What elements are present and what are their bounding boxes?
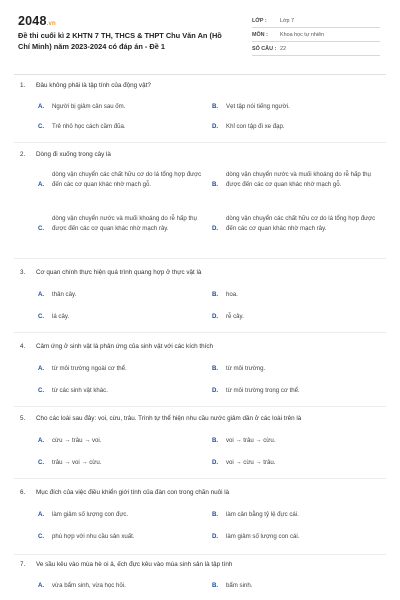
meta-value: Lớp 7	[280, 17, 295, 24]
question-divider	[14, 406, 386, 407]
option-text: từ môi trường.	[226, 365, 266, 372]
option-text: Trẻ nhỏ học cách cầm đũa.	[52, 123, 126, 130]
exam-meta	[252, 14, 380, 56]
question-text	[20, 151, 111, 158]
option-text: phù hợp với nhu cầu sản xuất.	[52, 533, 135, 540]
question-text	[20, 415, 301, 422]
question-number: 5.	[20, 415, 26, 422]
option-letter: C.	[38, 225, 45, 232]
option-letter: B.	[212, 437, 219, 444]
option-letter: B.	[212, 365, 219, 372]
option-text: voi → cừu → trâu.	[226, 459, 276, 466]
option-text: từ môi trường ngoài cơ thể.	[52, 365, 127, 372]
meta-row-count	[252, 42, 380, 56]
option-text: trâu → voi → cừu.	[52, 459, 102, 466]
option-letter: C.	[38, 313, 45, 320]
option-text: dòng vận chuyển các chất hữu cơ do lá tổng hợp được đến các cơ quan khác nhờ mạch rây.	[226, 215, 376, 232]
option-text: dòng vận chuyển nước và muối khoáng do rễ hấp thụ được đến các cơ quan khác nhờ mạch rây.	[52, 215, 197, 232]
option-letter: A.	[38, 103, 45, 110]
option-letter: D.	[212, 313, 219, 320]
question-number: 6.	[20, 489, 26, 496]
option-letter: D.	[212, 387, 219, 394]
meta-label: MÔN :	[252, 31, 268, 38]
option-text: Người bị giảm cân sau ốm.	[52, 103, 126, 110]
option-letter: B.	[212, 511, 219, 518]
meta-row-subject	[252, 28, 380, 42]
option-text: làm giảm số lượng con cái.	[226, 533, 300, 540]
question-divider	[14, 258, 386, 259]
option-a[interactable]	[38, 170, 208, 200]
question-divider	[14, 142, 386, 143]
option-letter: C.	[38, 459, 45, 466]
question-stem: Đâu không phải là tập tính của động vật?	[36, 82, 151, 89]
option-letter: D.	[212, 123, 219, 130]
exam-title: Đề thi cuối kì 2 KHTN 7 TH, THCS & THPT Chu Văn An (Hồ Chí Minh) năm 2023-2024 có đáp án - Đề 1	[18, 31, 222, 51]
option-c[interactable]	[38, 214, 208, 244]
option-letter: D.	[212, 533, 219, 540]
option-text: làm cân bằng tỷ lệ đực cái.	[226, 511, 299, 518]
question-divider	[14, 332, 386, 333]
option-text: làm giảm số lượng con đực.	[52, 511, 129, 518]
question-text	[20, 489, 229, 496]
question-divider	[14, 478, 386, 479]
question-text	[20, 561, 232, 568]
question-number: 1.	[20, 82, 26, 89]
option-text: cừu → trâu → voi.	[52, 437, 102, 444]
option-text: từ các sinh vật khác.	[52, 387, 108, 394]
question-stem: Ve sầu kêu vào mùa hè oi ả, ếch đực kêu vào mùa sinh sản là tập tính	[36, 561, 233, 568]
option-text: Khỉ con tập đi xe đạp.	[226, 123, 285, 130]
question-text	[20, 269, 201, 276]
question-text	[20, 82, 151, 89]
meta-row-class	[252, 14, 380, 28]
option-text: lá cây.	[52, 313, 70, 320]
option-text: thân cây.	[52, 291, 77, 298]
option-text: bẩm sinh.	[226, 582, 253, 589]
option-letter: B.	[212, 582, 219, 589]
option-text: rễ cây.	[226, 313, 244, 320]
option-letter: C.	[38, 533, 45, 540]
option-letter: C.	[38, 387, 45, 394]
option-letter: D.	[212, 459, 219, 466]
question-stem: Cảm ứng ở sinh vật là phản ứng của sinh vật với các kích thích	[36, 343, 213, 350]
question-number: 3.	[20, 269, 26, 276]
logo-main: 2048	[18, 14, 47, 28]
meta-label: SỐ CÂU :	[252, 45, 277, 52]
question-stem: Mục đích của việc điều khiển giới tính của đàn con trong chăn nuôi là	[36, 489, 230, 496]
site-logo[interactable]	[18, 14, 56, 28]
option-letter: A.	[38, 511, 45, 518]
question-divider	[14, 554, 386, 555]
option-letter: A.	[38, 582, 45, 589]
option-text: từ môi trường trong cơ thể.	[226, 387, 300, 394]
meta-value: Khoa học tự nhiên	[280, 31, 325, 38]
logo-suffix: .vn	[46, 21, 56, 27]
header-divider	[14, 74, 386, 75]
option-letter: A.	[38, 365, 45, 372]
option-text: hoa.	[226, 291, 238, 298]
option-letter: C.	[38, 123, 45, 130]
option-letter: B.	[212, 291, 219, 298]
question-text	[20, 343, 213, 350]
option-d[interactable]	[212, 214, 382, 244]
option-text: dòng vận chuyển nước và muối khoáng do rễ hấp thụ được đến các cơ quan khác nhờ mạch gỗ.	[226, 171, 371, 188]
option-letter: B.	[212, 103, 219, 110]
question-number: 2.	[20, 151, 26, 158]
meta-value: 22	[280, 45, 286, 52]
option-letter: A.	[38, 291, 45, 298]
option-letter: A.	[38, 181, 45, 188]
question-number: 4.	[20, 343, 26, 350]
option-text: Vẹt tập nói tiếng người.	[226, 103, 290, 110]
option-b[interactable]	[212, 170, 382, 200]
question-stem: Cơ quan chính thực hiện quá trình quang hợp ở thực vật là	[36, 269, 202, 276]
option-text: vừa bẩm sinh, vừa học hỏi.	[52, 582, 126, 589]
option-text: dòng vận chuyển các chất hữu cơ do lá tổng hợp được đến các cơ quan khác nhờ mạch gỗ.	[52, 171, 202, 188]
question-number: 7.	[20, 561, 26, 568]
option-letter: B.	[212, 181, 219, 188]
question-stem: Cho các loài sau đây: voi, cừu, trâu. Trình tự thể hiện nhu cầu nước giảm dần ở các loài trên là	[36, 415, 302, 422]
meta-label: LỚP :	[252, 17, 267, 24]
option-letter: A.	[38, 437, 45, 444]
option-text: voi → trâu → cừu.	[226, 437, 276, 444]
question-stem: Dòng đi xuống trong cây là	[36, 151, 111, 158]
page-header	[0, 0, 400, 72]
option-letter: D.	[212, 225, 219, 232]
